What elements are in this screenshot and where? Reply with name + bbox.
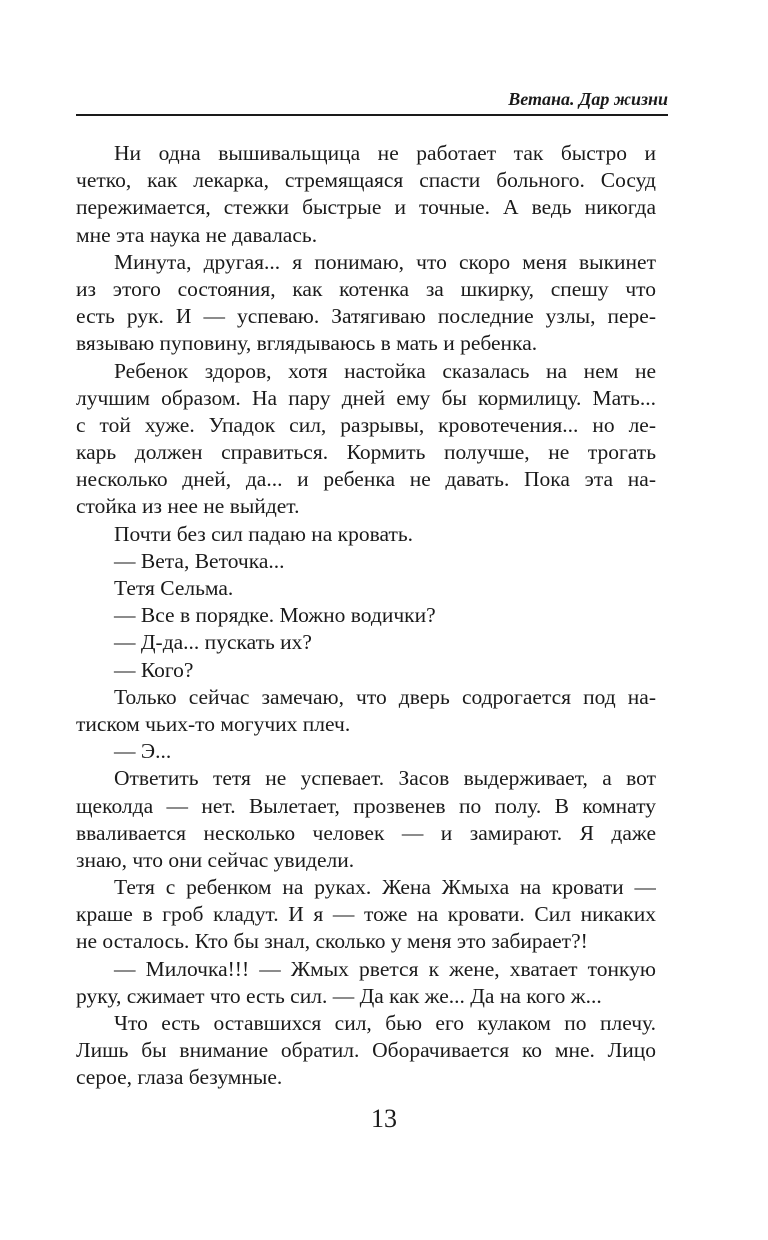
text-line: стойка из нее не выйдет.	[76, 494, 300, 519]
text-line: серое, глаза безумные.	[76, 1065, 283, 1090]
text-line: вязываю пуповину, вглядываюсь в мать и ребенка.	[76, 331, 538, 356]
text-line: с той хуже. Упадок сил, разрывы, кровотечения... но ле-	[76, 412, 656, 437]
text-line: Ответить тетя не успевает. Засов выдерживает, а вот	[114, 766, 656, 791]
text-line: тиском чьих-то могучих плеч.	[76, 711, 351, 736]
text-line: краше в гроб кладут. И я — тоже на кровати. Сил никаких	[76, 902, 656, 927]
text-line: — Кого?	[114, 657, 194, 682]
text-line: четко, как лекарка, стремящаяся спасти больного. Сосуд	[76, 168, 656, 193]
header-rule	[76, 114, 668, 116]
text-line: знаю, что они сейчас увидели.	[76, 847, 355, 872]
text-line: Что есть оставшихся сил, бью его кулаком по плечу.	[114, 1011, 656, 1035]
page-number: 13	[371, 1104, 397, 1133]
text-line: Только сейчас замечаю, что дверь содрогается под на-	[114, 684, 656, 709]
text-line: Ребенок здоров, хотя настойка сказалась на нем не	[114, 358, 656, 383]
text-line: карь должен справиться. Кормить получше, не трогать	[76, 440, 656, 465]
text-line: есть рук. И — успеваю. Затягиваю последние узлы, пере-	[76, 304, 656, 329]
running-header: Ветана. Дар жизни	[508, 89, 668, 109]
text-line: — Все в порядке. Можно водички?	[114, 603, 436, 628]
text-line: Почти без сил падаю на кровать.	[114, 521, 414, 546]
text-line: несколько дней, да... и ребенка не давать. Пока эта на-	[76, 467, 656, 492]
text-line: — Д-да... пускать их?	[114, 630, 312, 655]
text-line: Тетя с ребенком на руках. Жена Жмыха на кровати —	[114, 875, 656, 900]
text-line: — Вета, Веточка...	[114, 548, 285, 573]
text-line: пережимается, стежки быстрые и точные. А ведь никогда	[76, 195, 656, 220]
text-line: мне эта наука не давалась.	[76, 222, 318, 247]
text-line: Минута, другая... я понимаю, что скоро меня выкинет	[114, 249, 656, 274]
body-text	[76, 140, 656, 1092]
text-line: щеколда — нет. Вылетает, прозвенев по полу. В комнату	[76, 793, 656, 818]
text-line: Ни одна вышивальщица не работает так быстро и	[114, 141, 656, 165]
text-line: не осталось. Кто бы знал, сколько у меня это забирает?!	[76, 929, 588, 954]
text-line: — Милочка!!! — Жмых рвется к жене, хватает тонкую	[114, 956, 656, 981]
text-line: — Э...	[114, 739, 172, 764]
text-line: Лишь бы внимание обратил. Оборачивается ко мне. Лицо	[76, 1038, 656, 1063]
text-line: из этого состояния, как котенка за шкирку, спешу что	[76, 276, 656, 301]
text-line: вваливается несколько человек — и замирают. Я даже	[76, 820, 656, 845]
text-line: Тетя Сельма.	[114, 576, 234, 600]
text-line: лучшим образом. На пару дней ему бы кормилицу. Мать...	[76, 385, 656, 410]
text-line: руку, сжимает что есть сил. — Да как же... Да на кого ж...	[76, 983, 602, 1008]
